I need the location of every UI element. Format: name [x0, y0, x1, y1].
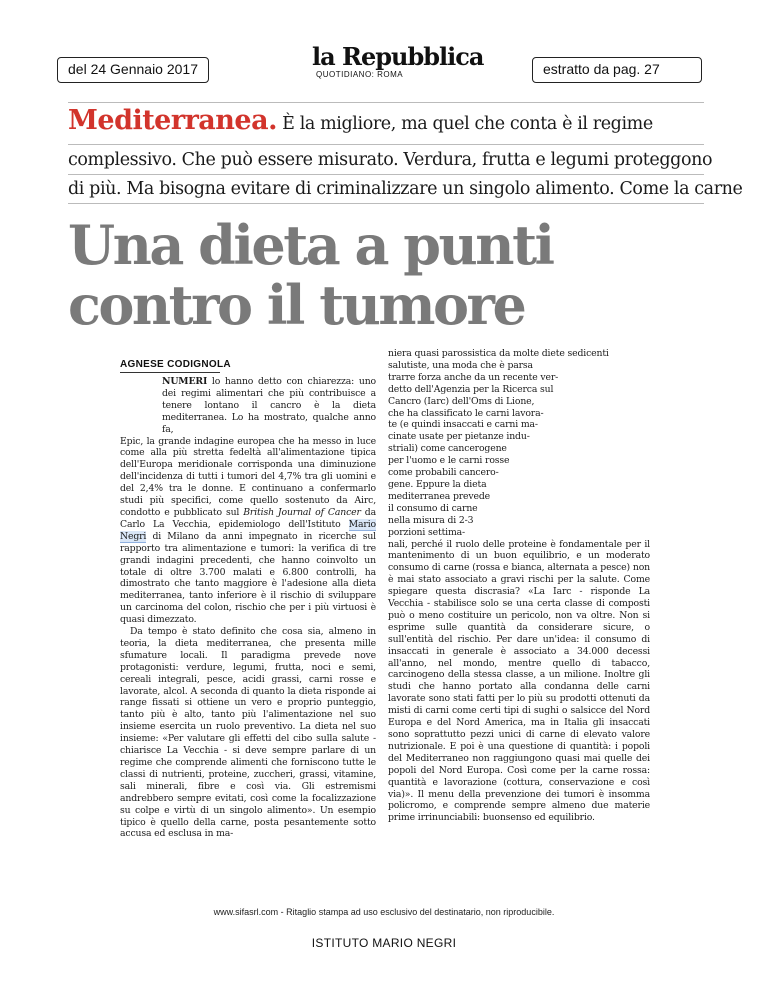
paragraph: Da tempo è stato definito che cosa sia, almeno in teoria, la dieta mediterranea, che presenta mille sfumature locali. Il paradigma prevede nove protagonisti: verdure, legumi, frutta, noci e semi, cereali integrali, pesce, acidi grassi, carni rosse e lavorate, alcol. A seconda di quanto la dieta risponde ai range fissati si ottiene un vero e proprio punteggio, tanto più è alto, tanto più l'alimentazione nel suo insieme esercita un ruolo preventivo. La dieta nel suo insieme: «Per valutare gli effetti del cibo sulla salute - chiarisce La Vecchia - si deve sempre parlare di un regime che comprende alimenti che forniscono tutte le classi di nutrienti, proteine, zuccheri, grassi, vitamine, sali minerali, fibre e così via. Gli estremismi andrebbero sempre evitati, così come la focalizzazione su colpe e virtù di un singolo alimento». Un esempio tipico è quello della carne, posta pesantemente sotto accusa ed esclusa in ma- [120, 626, 376, 840]
lead-rest: lo hanno detto con chiarezza: uno dei regimi alimentari che più contribuisce a tenere lontano il cancro è la dieta mediterranea. Lo ha mostrato, qualche anno fa, [162, 376, 376, 435]
date-box [57, 57, 209, 83]
headline-line-1: Una dieta a punti [68, 213, 553, 277]
inset-line: che ha classificato le carni lavora- [388, 407, 544, 419]
mario-negri-link[interactable]: Mario Negri [120, 518, 376, 542]
footer-organization: ISTITUTO MARIO NEGRI [311, 936, 457, 950]
paragraph-top: niera quasi parossistica da molte diete sedicenti salutiste, una moda che è parsa [388, 348, 609, 371]
divider [68, 144, 704, 145]
lead-cap: NUMERI [162, 376, 208, 387]
inset-line: cinate usate per pietanze indu- [388, 431, 530, 443]
body-text: Epic, la grande indagine europea che ha messo in luce come alla più stretta fedeltà all'alimentazione tipica dell'Europa meridionale corrisponda una diminuzione dell'incidenza di tutti i tumori del 4,7% tra gli uomini e del 2,4% tra le donne. E continuano a confermarlo studi più specifici, come quello sostenuto da Airc, condotto e pubblicato sul [120, 435, 376, 518]
inset-line: porzioni settima- [388, 526, 466, 538]
footer-note: www.sifasrl.com - Ritaglio stampa ad uso esclusivo del destinatario, non riproducibile. [213, 907, 555, 917]
divider [68, 174, 704, 175]
headline-line-2: contro il tumore [68, 273, 525, 337]
journal-title: British Journal of Cancer [243, 506, 361, 518]
inset-line: trarre forza anche da un recente ver- [388, 371, 559, 383]
inset-line: nella misura di 2-3 [388, 514, 474, 526]
inset-line: te (e quindi insaccati e carni ma- [388, 419, 538, 431]
paragraph-rest: nali, perché il ruolo delle proteine è fondamentale per il mantenimento di un buon equilibrio, e un moderato consumo di carne (rossa e bianca, alternata a pesce) non è mai stato associato a gravi rischi per la salute. Come spiegare questa discrasia? «La Iarc - risponde La Vecchia - stabilisce solo se una certa classe di composti può o meno costituire un pericolo, non va oltre. Non si esprime sulle quantità da considerare sicure, o sull'entità del rischio. Per dare un'idea: il consumo di insaccati in generale è associato a 34.000 decessi all'anno, nel mondo, mentre quello di tabacco, carcinogeno della stessa classe, a un milione. Inoltre gli studi che hanno portato alla condanna delle carni lavorate sono stati fatti per lo più su prodotti ottenuti da misti di carni come certi tipi di sughi o salsicce del Nord Europa e del Nord America, ma in Italia gli insaccati sono soprattutto pezzi unici di carne di elevato valore nutrizionale. E poi è una questione di quantità: i popoli del Mediterraneo non raggiungono quasi mai quelle dei popoli del Nord Europa. Così come per la carne rossa: quantità e lavorazione (cottura, conservazione e così via)». Il menu della prevenzione dei tumori è insomma policromo, e comprende sempre almeno due materie prime irrinunciabili: buonsenso ed equilibrio. [388, 538, 650, 824]
inset-line: come probabili cancero- [388, 467, 499, 479]
kicker-line-3: di più. Ma bisogna evitare di criminalizzare un singolo alimento. Come la carne [68, 179, 743, 199]
article-column-1 [120, 376, 376, 840]
kicker-line-2: complessivo. Che può essere misurato. Verdura, frutta e legumi proteggono [68, 150, 713, 170]
inset-line: detto dell'Agenzia per la Ricerca sul [388, 383, 554, 395]
inset-lines [388, 372, 650, 539]
inset-line: mediterranea prevede [388, 490, 491, 502]
article-headline [68, 215, 708, 335]
page-extract-label: estratto da pag. 27 [543, 61, 660, 77]
kicker-highlight: Mediterranea. [68, 105, 277, 136]
date-label: del 24 Gennaio 2017 [68, 61, 198, 77]
body-text: di Milano da anni impegnato in ricerche sul rapporto tra alimentazione e tumori: la verifica di tre grandi indagini precedenti, che hanno coinvolto un totale di oltre 3.700 malati e 6.800 controlli, ha dimostrato che tanto maggiore è l'adesione alla dieta mediterranea, tanto inferiore è il rischio di sviluppare un carcinoma del colon, rischio che per i più virtuosi è quasi dimezzato. [120, 530, 376, 626]
lead-text [120, 376, 376, 436]
body-text: da Carlo La Vecchia, epidemiologo dell'Istituto [120, 506, 376, 530]
inset-line: striali) come cancerogene [388, 443, 507, 455]
article-column-2 [388, 348, 650, 824]
inset-line: per l'uomo e le carni rosse [388, 455, 510, 467]
newspaper-subtitle: QUOTIDIANO: ROMA [316, 70, 404, 79]
paragraph [120, 376, 376, 626]
masthead [312, 42, 484, 80]
newspaper-logo: la Repubblica [312, 42, 484, 71]
author-byline: AGNESE CODIGNOLA [120, 359, 231, 370]
divider [68, 102, 704, 103]
kicker-text-1: È la migliore, ma quel che conta è il regime [282, 114, 653, 134]
page-extract-box [532, 57, 702, 83]
inset-line: Cancro (Iarc) dell'Oms di Lione, [388, 395, 535, 407]
inset-line: il consumo di carne [388, 502, 478, 514]
inset-line: gene. Eppure la dieta [388, 478, 487, 490]
divider [68, 203, 704, 204]
kicker-line-1 [68, 105, 688, 136]
byline-rule [120, 372, 220, 373]
